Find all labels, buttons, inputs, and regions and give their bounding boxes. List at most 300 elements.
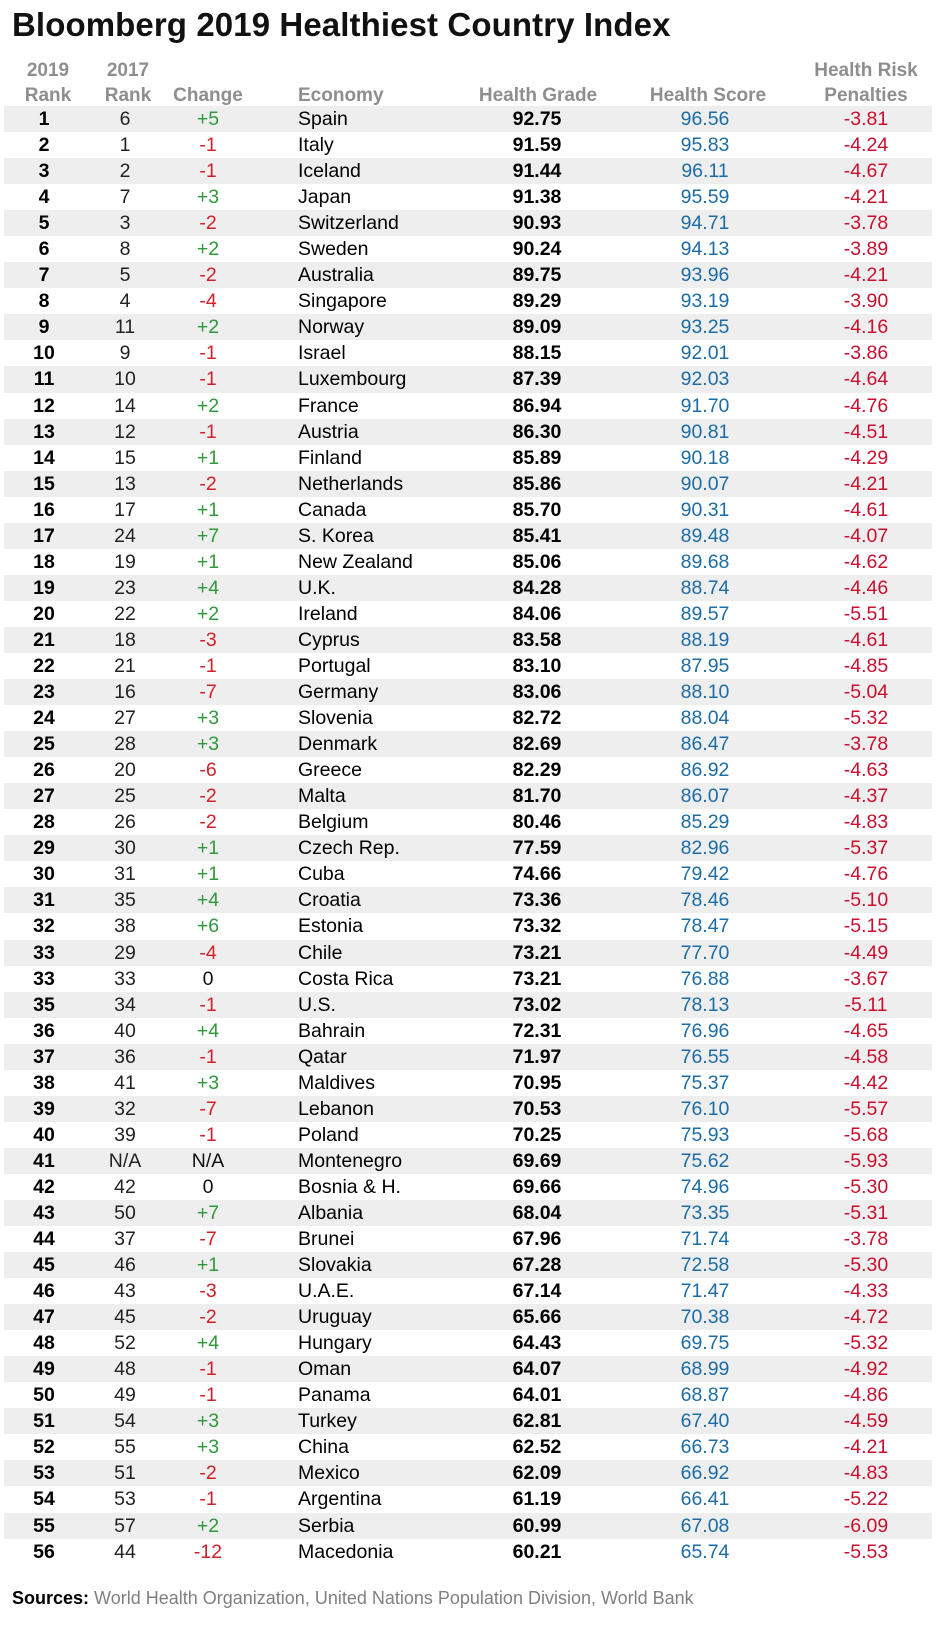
penalty-cell: -4.61 bbox=[843, 498, 889, 521]
health-grade-cell: 64.43 bbox=[512, 1332, 562, 1355]
penalty-cell: -4.33 bbox=[843, 1280, 889, 1303]
penalty-cell: -3.78 bbox=[843, 1228, 889, 1251]
economy-cell: Estonia bbox=[298, 915, 364, 938]
health-grade-cell: 91.59 bbox=[512, 134, 562, 157]
table-row bbox=[4, 992, 932, 1018]
health-grade-cell: 82.29 bbox=[512, 759, 562, 782]
health-score-cell: 86.47 bbox=[680, 733, 730, 756]
rank-2017-cell: 54 bbox=[114, 1410, 136, 1433]
rank-2017-cell: 49 bbox=[114, 1384, 136, 1407]
table-row bbox=[4, 288, 932, 314]
rank-2019-cell: 43 bbox=[33, 1201, 55, 1224]
penalty-cell: -4.63 bbox=[843, 759, 889, 782]
health-score-cell: 90.18 bbox=[680, 446, 730, 469]
change-cell: -1 bbox=[199, 1045, 217, 1068]
penalty-cell: -4.72 bbox=[843, 1306, 889, 1329]
header-economy: Economy bbox=[298, 85, 384, 106]
health-score-cell: 71.74 bbox=[680, 1228, 730, 1251]
change-cell: +3 bbox=[196, 186, 220, 209]
rank-2017-cell: 32 bbox=[114, 1097, 136, 1120]
penalty-cell: -3.86 bbox=[843, 342, 889, 365]
table-body bbox=[4, 106, 932, 1565]
health-score-cell: 86.92 bbox=[680, 759, 730, 782]
table-row bbox=[4, 1330, 932, 1356]
rank-2017-cell: 31 bbox=[114, 863, 136, 886]
economy-cell: Slovakia bbox=[298, 1254, 372, 1277]
health-score-cell: 88.19 bbox=[680, 628, 730, 651]
rank-2019-cell: 53 bbox=[33, 1462, 55, 1485]
health-grade-cell: 83.06 bbox=[512, 681, 562, 704]
rank-2019-cell: 32 bbox=[33, 915, 55, 938]
change-cell: -3 bbox=[199, 628, 217, 651]
rank-2019-cell: 47 bbox=[33, 1306, 55, 1329]
header-2019-rank-line2: Rank bbox=[24, 85, 72, 106]
rank-2019-cell: 40 bbox=[33, 1123, 55, 1146]
rank-2017-cell: 33 bbox=[114, 967, 136, 990]
health-grade-cell: 82.69 bbox=[512, 733, 562, 756]
health-grade-cell: 81.70 bbox=[512, 785, 562, 808]
penalty-cell: -5.93 bbox=[843, 1149, 889, 1172]
rank-2019-cell: 7 bbox=[38, 264, 50, 287]
rank-2017-cell: 10 bbox=[114, 368, 136, 391]
table-row bbox=[4, 1382, 932, 1408]
change-cell: +4 bbox=[196, 1019, 220, 1042]
change-cell: +1 bbox=[196, 550, 220, 573]
economy-cell: Cyprus bbox=[298, 628, 360, 651]
rank-2017-cell: 36 bbox=[114, 1045, 136, 1068]
penalty-cell: -4.86 bbox=[843, 1384, 889, 1407]
rank-2017-cell: 14 bbox=[114, 394, 136, 417]
health-grade-cell: 68.04 bbox=[512, 1201, 562, 1224]
table-row bbox=[4, 366, 932, 392]
health-grade-cell: 85.86 bbox=[512, 472, 562, 495]
change-cell: +5 bbox=[196, 108, 220, 130]
economy-cell: Poland bbox=[298, 1123, 359, 1146]
penalty-cell: -5.37 bbox=[843, 837, 889, 860]
economy-cell: Cuba bbox=[298, 863, 345, 886]
economy-cell: U.S. bbox=[298, 993, 336, 1016]
rank-2019-cell: 29 bbox=[33, 837, 55, 860]
health-grade-cell: 83.58 bbox=[512, 628, 562, 651]
economy-cell: Bahrain bbox=[298, 1019, 366, 1042]
health-score-cell: 91.70 bbox=[680, 394, 730, 417]
health-grade-cell: 73.02 bbox=[512, 993, 562, 1016]
rank-2017-cell: 13 bbox=[114, 472, 136, 495]
penalty-cell: -4.21 bbox=[843, 472, 889, 495]
rank-2019-cell: 31 bbox=[33, 889, 55, 912]
economy-cell: Czech Rep. bbox=[298, 837, 400, 860]
economy-cell: Albania bbox=[298, 1201, 364, 1224]
table-row bbox=[4, 1408, 932, 1434]
economy-cell: Spain bbox=[298, 108, 348, 130]
table-row bbox=[4, 523, 932, 549]
table-row bbox=[4, 1044, 932, 1070]
rank-2019-cell: 33 bbox=[33, 967, 55, 990]
table-row bbox=[4, 653, 932, 679]
economy-cell: S. Korea bbox=[298, 524, 374, 547]
rank-2017-cell: 20 bbox=[114, 759, 136, 782]
rank-2019-cell: 19 bbox=[33, 576, 55, 599]
change-cell: -7 bbox=[199, 1097, 217, 1120]
economy-cell: Bosnia & H. bbox=[298, 1175, 401, 1198]
rank-2017-cell: 53 bbox=[114, 1488, 136, 1511]
economy-cell: Montenegro bbox=[298, 1149, 403, 1172]
rank-2017-cell: 17 bbox=[114, 498, 136, 521]
rank-2019-cell: 44 bbox=[33, 1228, 55, 1251]
economy-cell: Belgium bbox=[298, 811, 369, 834]
table-row bbox=[4, 1070, 932, 1096]
health-score-cell: 67.40 bbox=[680, 1410, 730, 1433]
table-row bbox=[4, 1200, 932, 1226]
health-score-cell: 76.10 bbox=[680, 1097, 730, 1120]
table-row bbox=[4, 471, 932, 497]
penalty-cell: -5.04 bbox=[843, 681, 889, 704]
change-cell: 0 bbox=[202, 1175, 214, 1198]
change-cell: +3 bbox=[196, 1436, 220, 1459]
rank-2019-cell: 46 bbox=[33, 1280, 55, 1303]
table-row bbox=[4, 1356, 932, 1382]
penalty-cell: -4.58 bbox=[843, 1045, 889, 1068]
health-score-cell: 74.96 bbox=[680, 1175, 730, 1198]
health-score-cell: 75.62 bbox=[680, 1149, 730, 1172]
rank-2017-cell: 40 bbox=[114, 1019, 136, 1042]
table-row bbox=[4, 757, 932, 783]
rank-2017-cell: 46 bbox=[114, 1254, 136, 1277]
rank-2017-cell: 30 bbox=[114, 837, 136, 860]
penalty-cell: -4.37 bbox=[843, 785, 889, 808]
change-cell: -1 bbox=[199, 342, 217, 365]
change-cell: -12 bbox=[193, 1540, 223, 1563]
page-title: Bloomberg 2019 Healthiest Country Index bbox=[12, 6, 671, 43]
penalty-cell: -3.90 bbox=[843, 290, 889, 313]
health-score-cell: 89.48 bbox=[680, 524, 730, 547]
health-grade-cell: 87.39 bbox=[512, 368, 562, 391]
change-cell: -1 bbox=[199, 134, 217, 157]
change-cell: -1 bbox=[199, 1384, 217, 1407]
rank-2017-cell: 48 bbox=[114, 1358, 136, 1381]
table-row bbox=[4, 887, 932, 913]
rank-2019-cell: 10 bbox=[33, 342, 55, 365]
change-cell: -2 bbox=[199, 472, 217, 495]
table-row bbox=[4, 783, 932, 809]
rank-2017-cell: 52 bbox=[114, 1332, 136, 1355]
health-score-cell: 96.56 bbox=[680, 108, 730, 130]
economy-cell: Canada bbox=[298, 498, 367, 521]
table-row bbox=[4, 1513, 932, 1539]
health-score-cell: 76.88 bbox=[680, 967, 730, 990]
health-score-cell: 79.42 bbox=[680, 863, 730, 886]
rank-2017-cell: 39 bbox=[114, 1123, 136, 1146]
change-cell: -1 bbox=[199, 420, 217, 443]
change-cell: N/A bbox=[191, 1149, 225, 1172]
table-row bbox=[4, 132, 932, 158]
table-row bbox=[4, 1486, 932, 1512]
rank-2017-cell: 8 bbox=[119, 238, 131, 261]
change-cell: -4 bbox=[199, 290, 217, 313]
penalty-cell: -3.89 bbox=[843, 238, 889, 261]
rank-2019-cell: 22 bbox=[33, 654, 55, 677]
rank-2019-cell: 45 bbox=[33, 1254, 55, 1277]
penalty-cell: -4.21 bbox=[843, 186, 889, 209]
health-score-cell: 78.13 bbox=[680, 993, 730, 1016]
table-row bbox=[4, 549, 932, 575]
health-grade-cell: 61.19 bbox=[512, 1488, 562, 1511]
penalty-cell: -5.31 bbox=[843, 1201, 889, 1224]
health-score-cell: 85.29 bbox=[680, 811, 730, 834]
change-cell: -7 bbox=[199, 681, 217, 704]
change-cell: -1 bbox=[199, 368, 217, 391]
table-row bbox=[4, 106, 932, 132]
penalty-cell: -5.57 bbox=[843, 1097, 889, 1120]
change-cell: -1 bbox=[199, 1123, 217, 1146]
economy-cell: Israel bbox=[298, 342, 346, 365]
penalty-cell: -5.68 bbox=[843, 1123, 889, 1146]
change-cell: +3 bbox=[196, 733, 220, 756]
economy-cell: Croatia bbox=[298, 889, 361, 912]
health-score-cell: 88.04 bbox=[680, 707, 730, 730]
table-row bbox=[4, 1174, 932, 1200]
health-score-cell: 93.25 bbox=[680, 316, 730, 339]
health-grade-cell: 89.09 bbox=[512, 316, 562, 339]
header-2017-rank-line2: Rank bbox=[104, 85, 152, 106]
economy-cell: China bbox=[298, 1436, 349, 1459]
penalty-cell: -4.85 bbox=[843, 654, 889, 677]
rank-2019-cell: 33 bbox=[33, 941, 55, 964]
health-grade-cell: 77.59 bbox=[512, 837, 562, 860]
rank-2017-cell: 44 bbox=[114, 1540, 136, 1563]
change-cell: +3 bbox=[196, 707, 220, 730]
economy-cell: Austria bbox=[298, 420, 359, 443]
rank-2017-cell: 7 bbox=[119, 186, 131, 209]
health-score-cell: 78.46 bbox=[680, 889, 730, 912]
penalty-cell: -4.76 bbox=[843, 394, 889, 417]
health-grade-cell: 70.53 bbox=[512, 1097, 562, 1120]
rank-2019-cell: 51 bbox=[33, 1410, 55, 1433]
penalty-cell: -4.42 bbox=[843, 1071, 889, 1094]
health-grade-cell: 80.46 bbox=[512, 811, 562, 834]
health-score-cell: 89.68 bbox=[680, 550, 730, 573]
economy-cell: Netherlands bbox=[298, 472, 404, 495]
rank-2019-cell: 12 bbox=[33, 394, 55, 417]
economy-cell: Lebanon bbox=[298, 1097, 374, 1120]
rank-2019-cell: 3 bbox=[38, 160, 50, 183]
header-penalties-line1: Health Risk bbox=[814, 60, 918, 81]
health-grade-cell: 62.09 bbox=[512, 1462, 562, 1485]
rank-2019-cell: 18 bbox=[33, 550, 55, 573]
rank-2019-cell: 13 bbox=[33, 420, 55, 443]
health-grade-cell: 67.28 bbox=[512, 1254, 562, 1277]
health-grade-cell: 90.93 bbox=[512, 212, 562, 235]
table-row bbox=[4, 158, 932, 184]
change-cell: +3 bbox=[196, 1071, 220, 1094]
table-row bbox=[4, 314, 932, 340]
health-score-cell: 90.31 bbox=[680, 498, 730, 521]
health-grade-cell: 82.72 bbox=[512, 707, 562, 730]
health-grade-cell: 84.06 bbox=[512, 602, 562, 625]
change-cell: -1 bbox=[199, 1358, 217, 1381]
health-grade-cell: 73.36 bbox=[512, 889, 562, 912]
rank-2017-cell: 28 bbox=[114, 733, 136, 756]
health-score-cell: 82.96 bbox=[680, 837, 730, 860]
table-row bbox=[4, 809, 932, 835]
penalty-cell: -5.11 bbox=[844, 993, 888, 1016]
rank-2019-cell: 35 bbox=[33, 993, 55, 1016]
economy-cell: Turkey bbox=[298, 1410, 357, 1433]
header-penalties-line2: Penalties bbox=[824, 85, 908, 106]
health-grade-cell: 86.30 bbox=[512, 420, 562, 443]
header-2019-rank bbox=[24, 58, 72, 108]
health-score-cell: 66.92 bbox=[680, 1462, 730, 1485]
health-grade-cell: 90.24 bbox=[512, 238, 562, 261]
health-score-cell: 94.71 bbox=[680, 212, 730, 235]
change-cell: -2 bbox=[199, 212, 217, 235]
penalty-cell: -4.76 bbox=[843, 863, 889, 886]
rank-2017-cell: 45 bbox=[114, 1306, 136, 1329]
rank-2017-cell: 15 bbox=[114, 446, 136, 469]
rank-2019-cell: 14 bbox=[33, 446, 55, 469]
rank-2019-cell: 17 bbox=[33, 524, 55, 547]
economy-cell: Switzerland bbox=[298, 212, 399, 235]
health-grade-cell: 62.52 bbox=[512, 1436, 562, 1459]
table-row bbox=[4, 1460, 932, 1486]
health-grade-cell: 73.21 bbox=[512, 941, 562, 964]
rank-2019-cell: 15 bbox=[33, 472, 55, 495]
change-cell: -1 bbox=[199, 654, 217, 677]
economy-cell: Brunei bbox=[298, 1228, 355, 1251]
economy-cell: Malta bbox=[298, 785, 346, 808]
economy-cell: New Zealand bbox=[298, 550, 413, 573]
penalty-cell: -4.21 bbox=[843, 1436, 889, 1459]
rank-2019-cell: 52 bbox=[33, 1436, 55, 1459]
table-row bbox=[4, 1148, 932, 1174]
economy-cell: Costa Rica bbox=[298, 967, 394, 990]
rank-2017-cell: 23 bbox=[114, 576, 136, 599]
health-score-cell: 77.70 bbox=[680, 941, 730, 964]
health-grade-cell: 91.44 bbox=[512, 160, 562, 183]
rank-2019-cell: 49 bbox=[33, 1358, 55, 1381]
health-score-cell: 95.59 bbox=[680, 186, 730, 209]
header-2019-rank-line1: 2019 bbox=[26, 60, 70, 81]
change-cell: +2 bbox=[196, 1514, 220, 1537]
rank-2019-cell: 21 bbox=[33, 628, 55, 651]
health-grade-cell: 85.06 bbox=[512, 550, 562, 573]
rank-2017-cell: 18 bbox=[114, 628, 136, 651]
penalty-cell: -5.32 bbox=[843, 707, 889, 730]
rank-2017-cell: 51 bbox=[114, 1462, 136, 1485]
rank-2017-cell: 43 bbox=[114, 1280, 136, 1303]
table-row bbox=[4, 419, 932, 445]
rank-2019-cell: 55 bbox=[33, 1514, 55, 1537]
table-row bbox=[4, 861, 932, 887]
table-row bbox=[4, 601, 932, 627]
economy-cell: Panama bbox=[298, 1384, 371, 1407]
rank-2019-cell: 2 bbox=[38, 134, 50, 157]
economy-cell: Argentina bbox=[298, 1488, 382, 1511]
penalty-cell: -4.61 bbox=[843, 628, 889, 651]
table-row bbox=[4, 497, 932, 523]
rank-2017-cell: 9 bbox=[119, 342, 131, 365]
economy-cell: Uruguay bbox=[298, 1306, 372, 1329]
health-score-cell: 66.41 bbox=[680, 1488, 730, 1511]
header-2017-rank-line1: 2017 bbox=[106, 60, 150, 81]
economy-cell: Slovenia bbox=[298, 707, 373, 730]
table-row bbox=[4, 1278, 932, 1304]
change-cell: -6 bbox=[199, 759, 217, 782]
penalty-cell: -4.67 bbox=[843, 160, 889, 183]
rank-2017-cell: 4 bbox=[119, 290, 131, 313]
change-cell: +1 bbox=[196, 863, 220, 886]
penalty-cell: -4.46 bbox=[843, 576, 889, 599]
health-grade-cell: 86.94 bbox=[512, 394, 562, 417]
rank-2017-cell: 16 bbox=[114, 681, 136, 704]
health-score-cell: 87.95 bbox=[680, 654, 730, 677]
health-score-cell: 86.07 bbox=[680, 785, 730, 808]
health-grade-cell: 89.75 bbox=[512, 264, 562, 287]
rank-2019-cell: 39 bbox=[33, 1097, 55, 1120]
change-cell: -7 bbox=[199, 1228, 217, 1251]
rank-2017-cell: 34 bbox=[114, 993, 136, 1016]
change-cell: -1 bbox=[199, 1488, 217, 1511]
table-row bbox=[4, 1434, 932, 1460]
rank-2019-cell: 37 bbox=[33, 1045, 55, 1068]
table-row bbox=[4, 1122, 932, 1148]
health-score-cell: 73.35 bbox=[680, 1201, 730, 1224]
economy-cell: Qatar bbox=[298, 1045, 347, 1068]
health-score-cell: 96.11 bbox=[681, 160, 729, 183]
penalty-cell: -4.92 bbox=[843, 1358, 889, 1381]
economy-cell: Denmark bbox=[298, 733, 378, 756]
penalty-cell: -5.53 bbox=[843, 1540, 889, 1563]
rank-2019-cell: 36 bbox=[33, 1019, 55, 1042]
change-cell: -2 bbox=[199, 811, 217, 834]
rank-2019-cell: 1 bbox=[38, 108, 50, 130]
change-cell: -3 bbox=[199, 1280, 217, 1303]
rank-2017-cell: 57 bbox=[114, 1514, 136, 1537]
health-grade-cell: 85.41 bbox=[512, 524, 562, 547]
change-cell: -1 bbox=[199, 160, 217, 183]
table-row bbox=[4, 679, 932, 705]
health-score-cell: 67.08 bbox=[680, 1514, 730, 1537]
health-score-cell: 75.37 bbox=[680, 1071, 730, 1094]
health-grade-cell: 85.70 bbox=[512, 498, 562, 521]
health-grade-cell: 70.95 bbox=[512, 1071, 562, 1094]
sources-text: World Health Organization, United Nations Population Division, World Bank bbox=[94, 1588, 694, 1608]
rank-2017-cell: 12 bbox=[114, 420, 136, 443]
change-cell: +7 bbox=[196, 1201, 220, 1224]
rank-2019-cell: 54 bbox=[33, 1488, 55, 1511]
health-score-cell: 93.19 bbox=[680, 290, 730, 313]
change-cell: +1 bbox=[196, 837, 220, 860]
penalty-cell: -4.07 bbox=[843, 524, 889, 547]
health-grade-cell: 70.25 bbox=[512, 1123, 562, 1146]
table-row bbox=[4, 210, 932, 236]
economy-cell: Ireland bbox=[298, 602, 358, 625]
health-score-cell: 78.47 bbox=[680, 915, 730, 938]
health-score-cell: 88.74 bbox=[680, 576, 730, 599]
penalty-cell: -4.62 bbox=[843, 550, 889, 573]
rank-2019-cell: 23 bbox=[33, 681, 55, 704]
health-grade-cell: 85.89 bbox=[512, 446, 562, 469]
economy-cell: Portugal bbox=[298, 654, 371, 677]
economy-cell: Finland bbox=[298, 446, 362, 469]
penalty-cell: -4.83 bbox=[843, 811, 889, 834]
header-health-score: Health Score bbox=[649, 85, 767, 106]
change-cell: +6 bbox=[196, 915, 220, 938]
table-row bbox=[4, 340, 932, 366]
change-cell: +3 bbox=[196, 1410, 220, 1433]
economy-cell: U.K. bbox=[298, 576, 336, 599]
penalty-cell: -5.51 bbox=[843, 602, 889, 625]
